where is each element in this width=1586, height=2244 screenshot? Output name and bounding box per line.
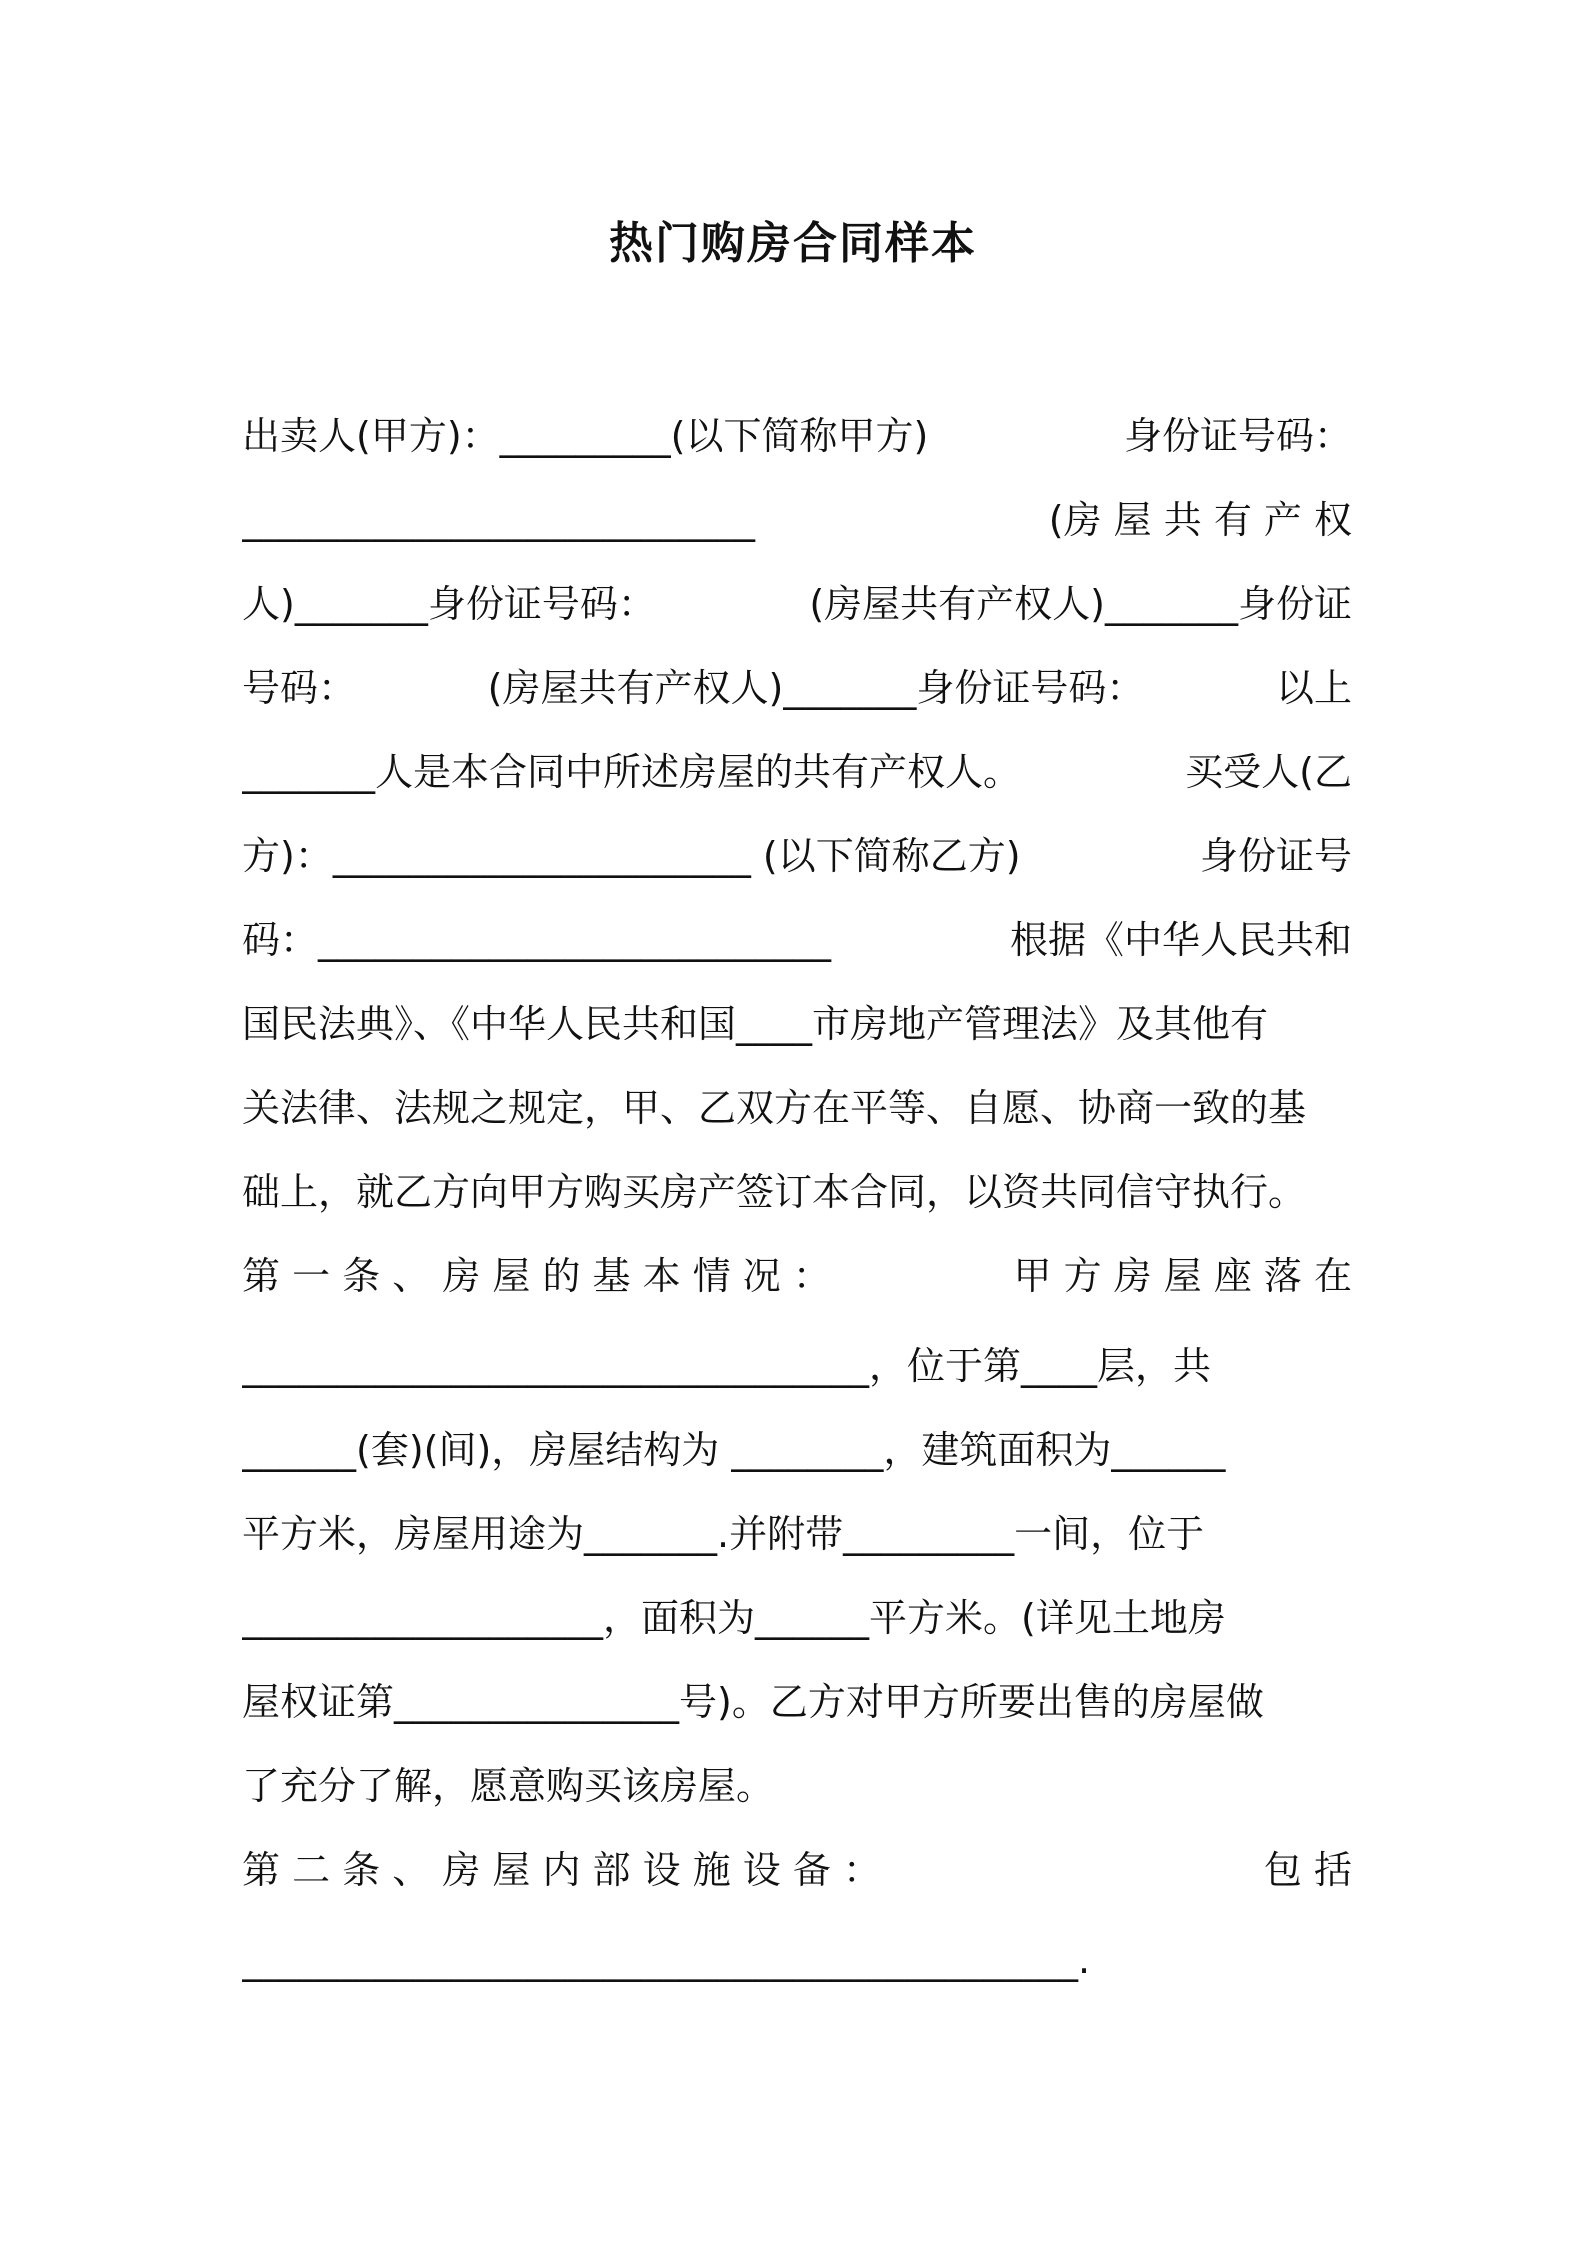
line-4-part-2: (房屋共有产权人)_______身份证号码： <box>487 666 1145 710</box>
line-16-text: 屋权证第_______________号)。乙方对甲方所要出售的房屋做 <box>242 1680 1264 1724</box>
line-2-part-2: (房 屋 共 有 产 权 <box>1048 498 1352 542</box>
text-line-13 <box>242 1420 1352 1480</box>
article-2-heading-line <box>242 1840 1352 1900</box>
text-line-5 <box>242 742 1352 802</box>
text-line-6 <box>242 826 1352 886</box>
article-2-heading: 第 二 条 、 房 屋 内 部 设 施 设 备 ： <box>242 1848 881 1892</box>
line-7-part-2: 根据《中华人民共和 <box>1009 918 1352 962</box>
line-10-text: 础上，就乙方向甲方购买房产签订本合同，以资共同信守执行。 <box>242 1170 1307 1214</box>
article-1-heading: 第 一 条 、 房 屋 的 基 本 情 况 ： <box>242 1254 831 1298</box>
line-15-text: ___________________，面积为______平方米。(详见土地房 <box>242 1596 1226 1640</box>
line-13-text: ______(套)(间)，房屋结构为 ________，建筑面积为______ <box>242 1428 1226 1472</box>
line-12-text: _________________________________，位于第____层，共 <box>242 1344 1212 1388</box>
line-6-part-1: 方)：______________________ (以下简称乙方) <box>242 834 1021 878</box>
text-line-2 <box>242 490 1352 550</box>
text-line-16 <box>242 1672 1352 1732</box>
text-line-17 <box>242 1756 1352 1816</box>
line-1-part-2: 身份证号码： <box>1123 414 1352 458</box>
text-line-9 <box>242 1078 1352 1138</box>
text-line-3 <box>242 574 1352 634</box>
line-17-text: 了充分了解，愿意购买该房屋。 <box>242 1764 775 1808</box>
text-line-1 <box>242 406 1352 466</box>
line-9-text: 关法律、法规之规定，甲、乙双方在平等、自愿、协商一致的基 <box>242 1086 1307 1130</box>
line-7-part-1: 码：___________________________ <box>242 918 832 962</box>
line-4-part-1: 号码： <box>242 666 357 710</box>
text-line-12 <box>242 1336 1352 1396</box>
line-5-part-2: 买受人(乙 <box>1185 750 1352 794</box>
line-1-part-1: 出卖人(甲方)：_________(以下简称甲方) <box>242 414 929 458</box>
text-line-15 <box>242 1588 1352 1648</box>
line-19-text: ____________________________________________. <box>242 1938 1091 1982</box>
text-line-8 <box>242 994 1352 1054</box>
article-1-heading-line <box>242 1246 1352 1306</box>
text-line-7 <box>242 910 1352 970</box>
line-4-part-3: 以上 <box>1275 666 1352 710</box>
article-2-include-lead: 包 括 <box>1263 1848 1352 1892</box>
line-6-part-2: 身份证号 <box>1199 834 1352 878</box>
line-3-part-2: (房屋共有产权人)_______身份证 <box>809 582 1352 626</box>
article-1-location-lead: 甲 方 房 屋 座 落 在 <box>1013 1254 1352 1298</box>
line-3-part-1: 人)_______身份证号码： <box>242 582 656 626</box>
text-line-10 <box>242 1162 1352 1222</box>
line-5-part-1: _______人是本合同中所述房屋的共有产权人。 <box>242 750 1022 794</box>
text-line-14 <box>242 1504 1352 1564</box>
line-8-text: 国民法典》、《中华人民共和国____市房地产管理法》及其他有 <box>242 1002 1269 1046</box>
line-14-text: 平方米，房屋用途为_______.并附带_________一间，位于 <box>242 1512 1205 1556</box>
line-2-part-1: ___________________________ <box>242 498 755 542</box>
document-title: 热门购房合同样本 <box>609 218 977 269</box>
text-line-19 <box>242 1930 1352 1990</box>
text-line-4 <box>242 658 1352 718</box>
